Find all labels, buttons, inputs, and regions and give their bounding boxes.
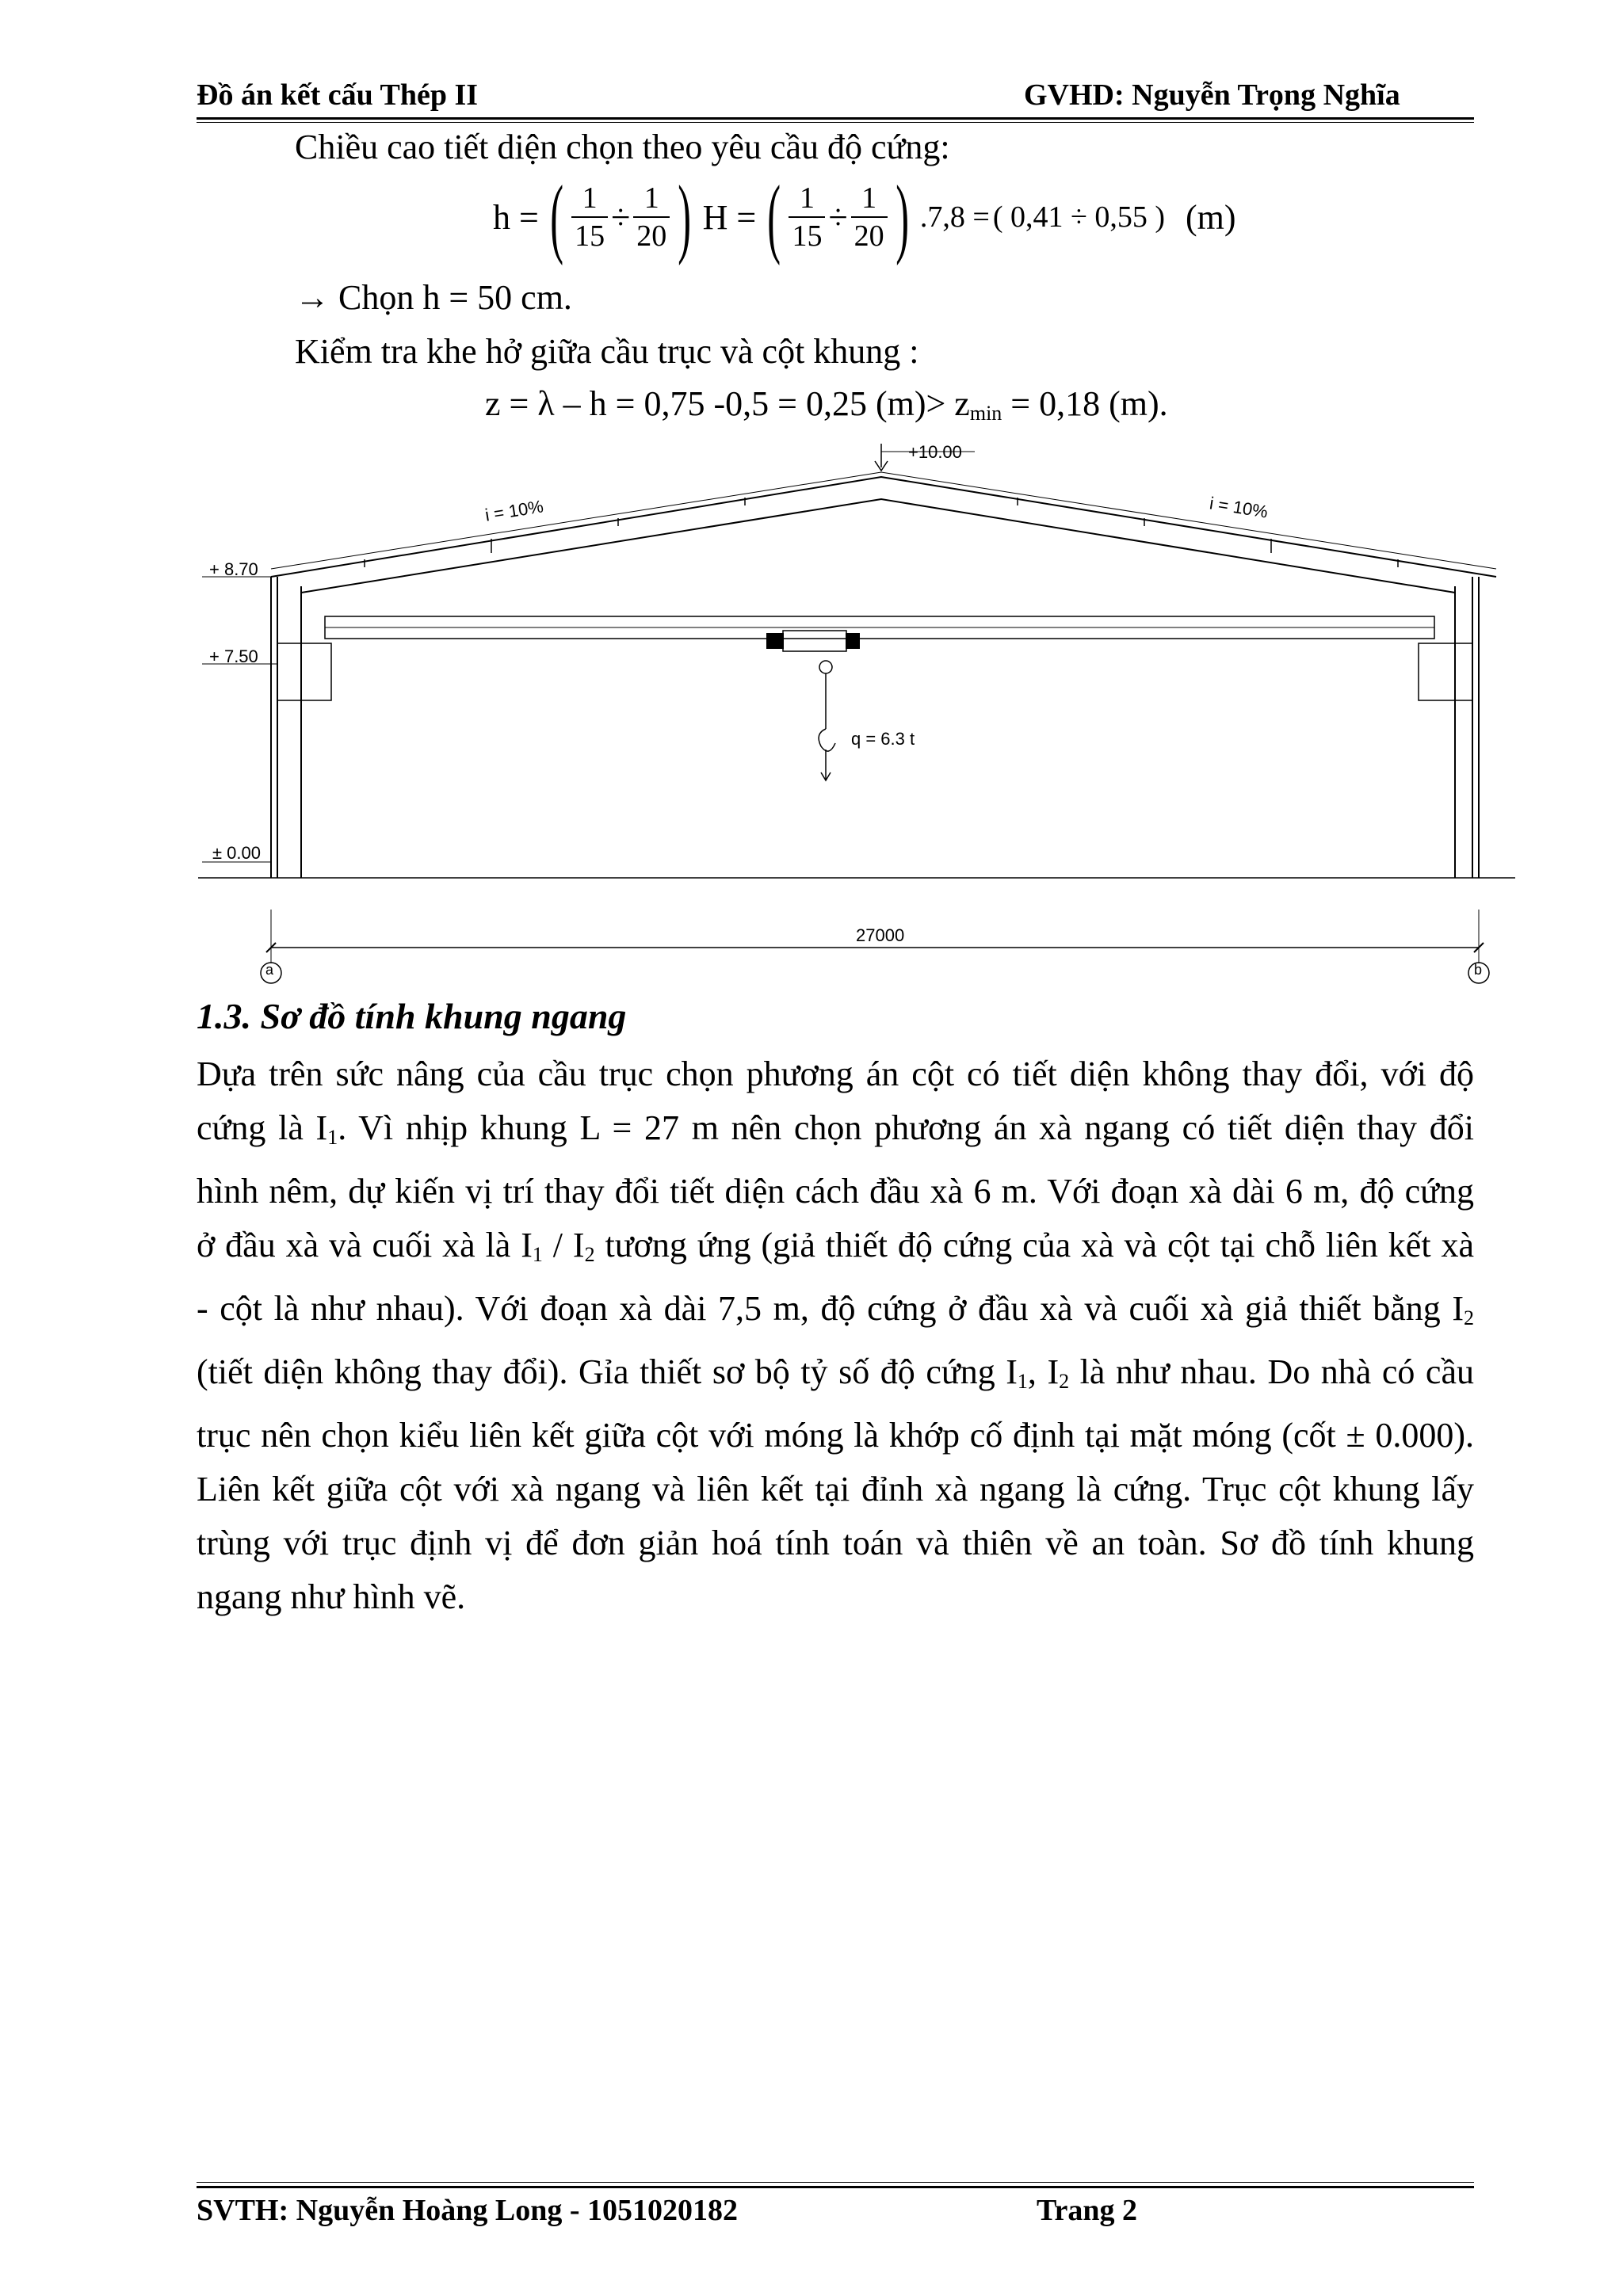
footer-left: SVTH: Nguyễn Hoàng Long - 1051020182 [197, 2194, 739, 2227]
header-left: Đồ án kết cấu Thép II [197, 78, 479, 112]
header-right: GVHD: Nguyễn Trọng Nghĩa [1024, 78, 1400, 112]
slope-left: i = 10% [483, 496, 545, 525]
ridge-level: +10.00 [908, 442, 962, 462]
header-rule [197, 117, 1474, 120]
paragraph-line: Dựa trên sức nâng của cầu trục chọn phương án cột có tiết diện không thay đổi, với độ [197, 1055, 1474, 1093]
frame-elevation-drawing [190, 436, 1537, 990]
paragraph-line: trục nên chọn kiểu liên kết giữa cột với móng là khớp cố định tại mặt móng (cốt ± 0.000). [197, 1416, 1474, 1455]
paragraph-line: (tiết diện không thay đổi). Gỉa thiết sơ bộ tỷ số độ cứng $I_1$, $I_2$ là như nhau. Do nhà có cầu [197, 1352, 1474, 1393]
paragraph-line: ngang như hình vẽ. [197, 1577, 466, 1616]
crane-level: + 7.50 [209, 646, 258, 666]
paragraph-line: - cột là như nhau). Với đoạn xà dài 7,5 m, độ cứng ở đầu xà và cuối xà giả thiết bằng $I_2$ [197, 1289, 1474, 1329]
check-text: Kiểm tra khe hở giữa cầu trục và cột khung : [295, 332, 919, 371]
paragraph-line: Liên kết giữa cột với xà ngang và liên kết tại đỉnh xà ngang là cứng. Trục cột khung lấy [197, 1470, 1474, 1508]
footer-rule-thin [197, 2182, 1474, 2183]
footer-rule [197, 2186, 1474, 2188]
axis-b-label: b [1474, 962, 1483, 978]
paragraph-line: cứng là $I_1$. Vì nhịp khung L = 27 m nên chọn phương án xà ngang có tiết diện thay đổi [197, 1108, 1474, 1149]
paragraph-line: ở đầu xà và cuối xà là $I_1 / I_2$ tương ứng (giả thiết độ cứng của xà và cột tại chỗ liên kết xà [197, 1226, 1474, 1266]
slope-right: i = 10% [1208, 493, 1270, 522]
crane-load: q = 6.3 t [851, 729, 915, 749]
ground-level: ± 0.00 [212, 843, 262, 863]
clearance-equation: z = λ – h = 0,75 -0,5 = 0,25 $(m)> z_{min} = 0,18$ (m). [485, 384, 1168, 425]
intro-text: Chiều cao tiết diện chọn theo yêu cầu độ cứng: [295, 128, 950, 166]
section-heading: 1.3. Sơ đồ tính khung ngang [197, 996, 627, 1036]
paragraph-line: trùng với trục định vị để đơn giản hoá tính toán và thiên về an toàn. Sơ đồ tính khung [197, 1524, 1474, 1562]
span-dimension: 27000 [856, 925, 905, 945]
eave-level: + 8.70 [209, 559, 258, 579]
header-rule-thin [197, 122, 1474, 123]
stiffness-formula: h = ( $\frac{1}{15}$ ÷ $\frac{1}{20}$ ) H = ( $\frac{1}{15}$ ÷ $\frac{1}{20}$ ) .7,8 = ( 0,41 ÷ 0,55 ) (m) [493, 168, 1236, 266]
paragraph-line: hình nêm, dự kiến vị trí thay đổi tiết diện cách đầu xà 6 m. Với đoạn xà dài 6 m, độ cứng [197, 1172, 1474, 1211]
choose-text: → Chọn h = 50 cm. [295, 278, 572, 317]
footer-right: Trang 2 [1037, 2194, 1138, 2227]
axis-a-label: a [265, 962, 274, 978]
section-paragraph [197, 1047, 1474, 1624]
